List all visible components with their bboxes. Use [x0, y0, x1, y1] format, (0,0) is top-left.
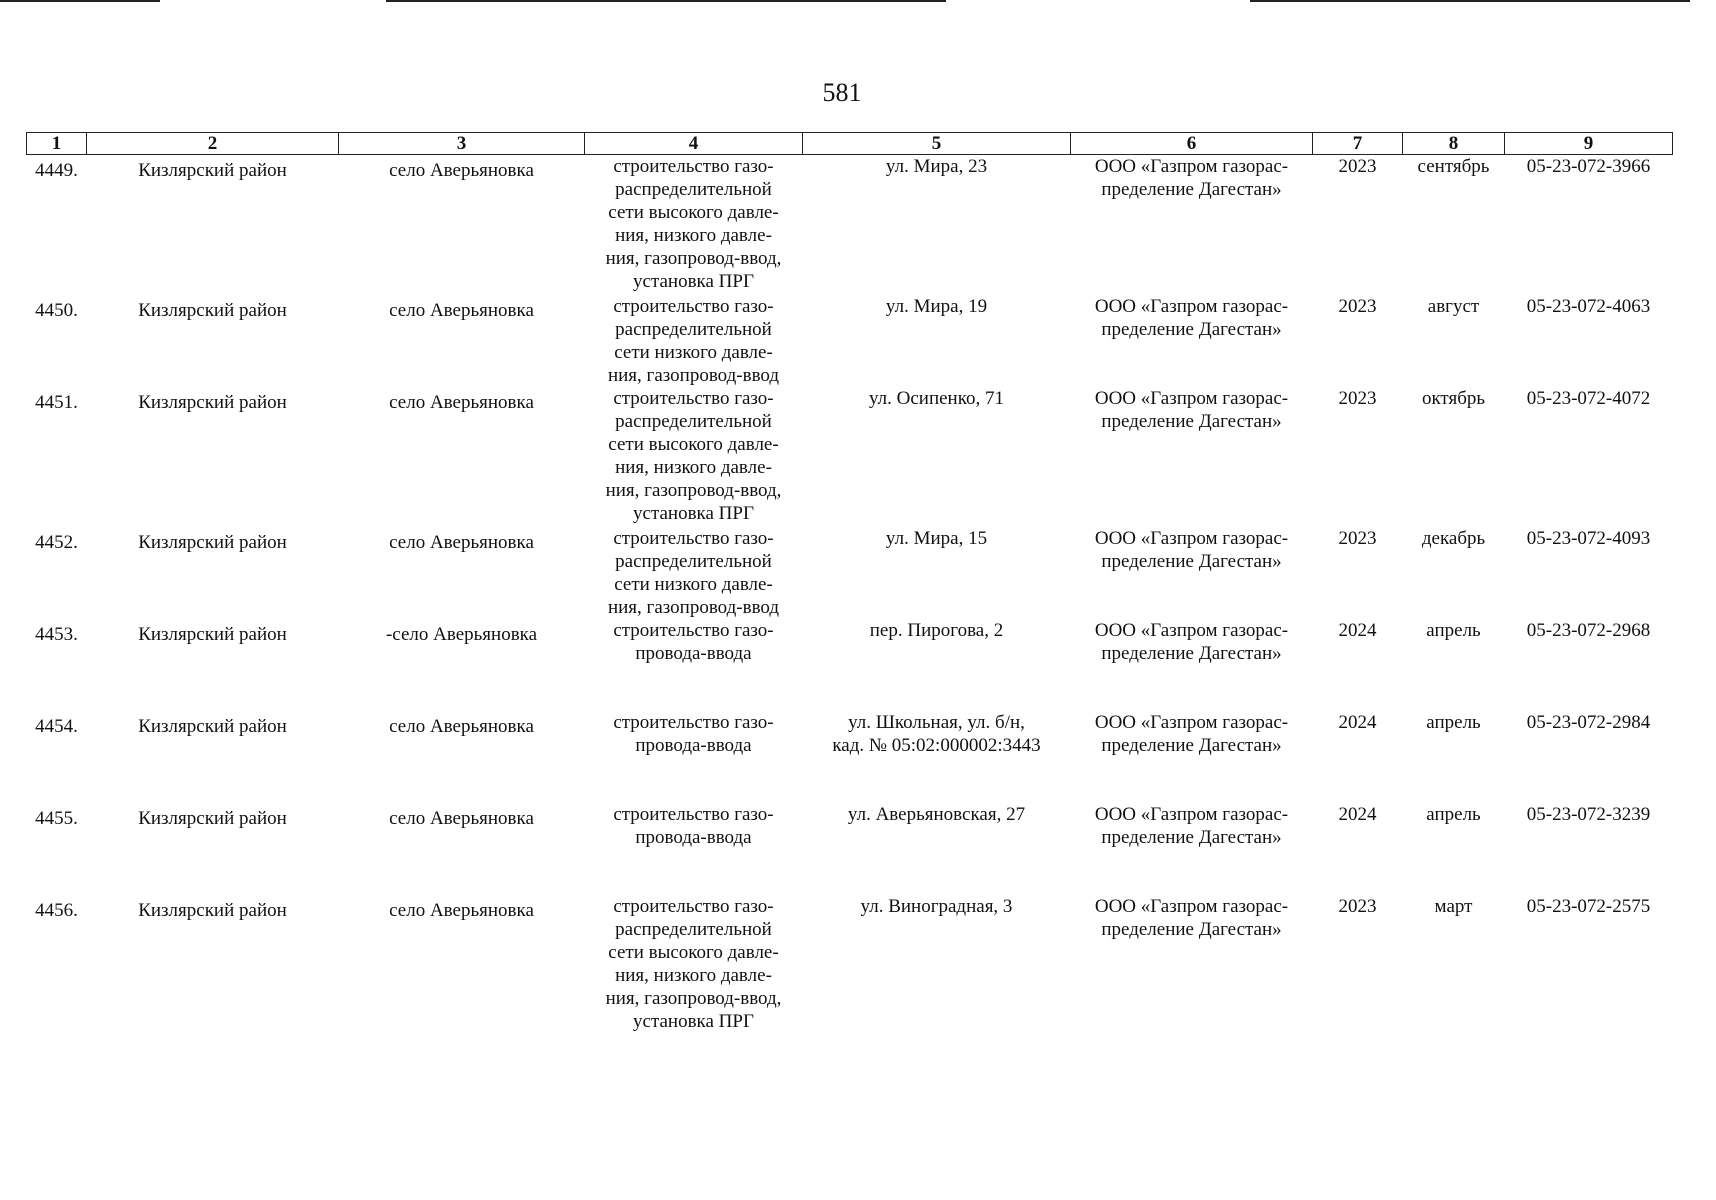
month-cell: сентябрь — [1417, 156, 1490, 177]
work-description-cell: строительство газо- провода-ввода — [613, 711, 774, 756]
header-row — [27, 133, 1673, 155]
month-cell: апрель — [1426, 711, 1481, 733]
code-cell: 05-23-072-2968 — [1526, 619, 1651, 641]
address-cell: ул. Мира, 15 — [885, 527, 988, 549]
code-cell: 05-23-072-4072 — [1526, 387, 1651, 409]
address-cell: ул. Мира, 19 — [885, 295, 988, 317]
work-description-cell: строительство газо- распределительной сети высокого давле- ния, низкого давле- ния, газопровод-ввод, установка ПРГ — [605, 387, 782, 524]
row-number: 4450. — [35, 299, 78, 321]
year-cell: 2024 — [1338, 711, 1377, 733]
work-description-cell: строительство газо- провода-ввода — [613, 619, 774, 664]
organization-cell: ООО «Газпром газорас- пределение Дагестан» — [1094, 895, 1289, 940]
work-description-cell: строительство газо- распределительной сети низкого давле- ния, газопровод-ввод — [607, 527, 780, 618]
organization-cell: ООО «Газпром газорас- пределение Дагестан» — [1094, 387, 1289, 432]
month-cell: апрель — [1426, 619, 1481, 641]
code-cell: 05-23-072-3239 — [1526, 803, 1651, 825]
district-cell: Кизлярский район — [138, 391, 287, 413]
work-description-cell: строительство газо- распределительной сети высокого давле- ния, низкого давле- ния, газопровод-ввод, установка ПРГ — [605, 156, 782, 292]
district-cell: Кизлярский район — [138, 807, 287, 829]
settlement-cell: село Аверьяновка — [389, 391, 534, 413]
table-row — [27, 619, 1673, 711]
table-row — [27, 295, 1673, 387]
column-header: 5 — [803, 133, 1071, 155]
district-cell: Кизлярский район — [138, 160, 287, 181]
row-number: 4455. — [35, 807, 78, 829]
row-number: 4453. — [35, 623, 78, 645]
code-cell: 05-23-072-4093 — [1526, 527, 1651, 549]
table-row — [27, 895, 1673, 1035]
address-cell: ул. Мира, 23 — [885, 156, 988, 177]
table-row — [27, 155, 1673, 295]
address-cell: ул. Осипенко, 71 — [868, 387, 1004, 409]
district-cell: Кизлярский район — [138, 623, 287, 645]
table-row — [27, 803, 1673, 895]
page-number: 581 — [822, 78, 862, 107]
settlement-cell: село Аверьяновка — [389, 807, 534, 829]
table-body — [27, 155, 1673, 1035]
address-cell: пер. Пирогова, 2 — [869, 619, 1004, 641]
row-number: 4456. — [35, 899, 78, 921]
column-header: 3 — [339, 133, 585, 155]
address-cell: ул. Аверьяновская, 27 — [847, 803, 1026, 825]
row-number: 4451. — [35, 391, 78, 413]
settlement-cell: -село Аверьяновка — [385, 623, 538, 645]
code-cell: 05-23-072-4063 — [1526, 295, 1651, 317]
settlement-cell: село Аверьяновка — [389, 715, 534, 737]
organization-cell: ООО «Газпром газорас- пределение Дагестан» — [1094, 711, 1289, 756]
district-cell: Кизлярский район — [138, 899, 287, 921]
month-cell: апрель — [1426, 803, 1481, 825]
settlement-cell: село Аверьяновка — [389, 899, 534, 921]
code-cell: 05-23-072-2984 — [1526, 711, 1651, 733]
work-description-cell: строительство газо- провода-ввода — [613, 803, 774, 848]
year-cell: 2024 — [1338, 803, 1377, 825]
settlement-cell: село Аверьяновка — [389, 299, 534, 321]
organization-cell: ООО «Газпром газорас- пределение Дагестан» — [1094, 619, 1289, 664]
year-cell: 2023 — [1338, 527, 1377, 549]
top-rule — [386, 0, 946, 2]
column-header: 2 — [87, 133, 339, 155]
address-cell: ул. Школьная, ул. б/н, кад. № 05:02:000002:3443 — [832, 711, 1041, 756]
district-cell: Кизлярский район — [138, 531, 287, 553]
work-description-cell: строительство газо- распределительной сети низкого давле- ния, газопровод-ввод — [607, 295, 780, 386]
district-cell: Кизлярский район — [138, 715, 287, 737]
month-cell: декабрь — [1421, 527, 1486, 549]
month-cell: март — [1434, 895, 1473, 917]
month-cell: август — [1427, 295, 1480, 317]
work-description-cell: строительство газо- распределительной сети высокого давле- ния, низкого давле- ния, газопровод-ввод, установка ПРГ — [605, 895, 782, 1032]
month-cell: октябрь — [1421, 387, 1486, 409]
address-cell: ул. Виноградная, 3 — [860, 895, 1013, 917]
top-rule — [0, 0, 160, 2]
column-header: 8 — [1403, 133, 1505, 155]
register-table — [26, 132, 1673, 1035]
column-header: 4 — [585, 133, 803, 155]
column-header: 1 — [27, 133, 87, 155]
top-rule — [1250, 0, 1690, 2]
year-cell: 2024 — [1338, 619, 1377, 641]
table-row — [27, 711, 1673, 803]
organization-cell: ООО «Газпром газорас- пределение Дагестан» — [1094, 295, 1289, 340]
column-header: 7 — [1313, 133, 1403, 155]
code-cell: 05-23-072-3966 — [1526, 156, 1651, 177]
row-number: 4454. — [35, 715, 78, 737]
table-row — [27, 527, 1673, 619]
settlement-cell: село Аверьяновка — [389, 531, 534, 553]
year-cell: 2023 — [1338, 387, 1377, 409]
year-cell: 2023 — [1338, 895, 1377, 917]
column-header: 6 — [1071, 133, 1313, 155]
row-number: 4449. — [35, 160, 78, 181]
column-header: 9 — [1505, 133, 1673, 155]
table-row — [27, 387, 1673, 527]
organization-cell: ООО «Газпром газорас- пределение Дагестан» — [1094, 156, 1289, 200]
row-number: 4452. — [35, 531, 78, 553]
organization-cell: ООО «Газпром газорас- пределение Дагестан» — [1094, 527, 1289, 572]
settlement-cell: село Аверьяновка — [389, 160, 534, 181]
year-cell: 2023 — [1338, 156, 1377, 177]
district-cell: Кизлярский район — [138, 299, 287, 321]
code-cell: 05-23-072-2575 — [1526, 895, 1651, 917]
year-cell: 2023 — [1338, 295, 1377, 317]
organization-cell: ООО «Газпром газорас- пределение Дагестан» — [1094, 803, 1289, 848]
